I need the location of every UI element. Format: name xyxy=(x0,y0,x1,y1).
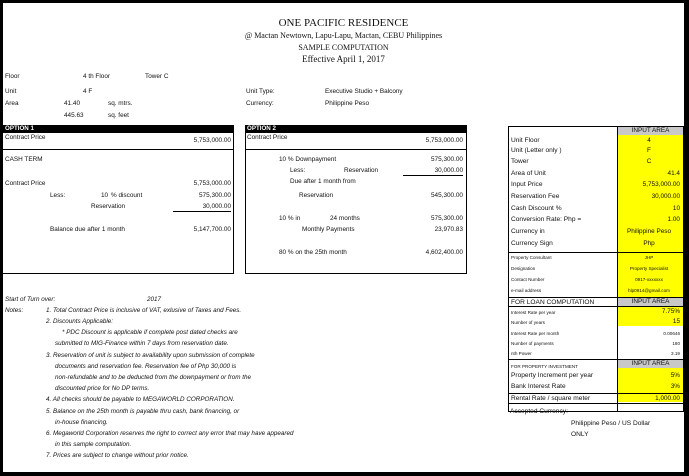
computation-subtitle: SAMPLE COMPUTATION xyxy=(298,43,389,52)
opt1-discount-pct: 10 xyxy=(101,192,109,199)
floor-value: 4 th Floor xyxy=(83,73,110,80)
bank-interest-label: Bank Interest Rate xyxy=(511,383,566,390)
input-label-currency-sign: Currency Sign xyxy=(511,240,553,247)
area-sqm: 41.40 xyxy=(64,100,80,107)
floor-label: Floor xyxy=(5,73,20,80)
property-increment-value[interactable]: 5% xyxy=(670,372,680,379)
input-currency[interactable]: Philippine Peso xyxy=(626,228,672,235)
note-line: documents and reservation fee. Reservation fee of Php 30,000 is xyxy=(55,363,237,370)
divider xyxy=(509,393,683,394)
note-line: 1. Total Contract Price is inclusive of VAT, exlusive of Taxes and Fees. xyxy=(46,307,242,314)
input-label-price: Input Price xyxy=(511,181,543,188)
opt1-balance-label: Balance due after 1 month xyxy=(50,226,125,233)
note-line: discounted price for No DP terms. xyxy=(55,385,150,392)
opt2-on-label: 80 % on the 25th month xyxy=(279,249,347,256)
input-label-tower: Tower xyxy=(511,158,529,165)
input-label-reservation-fee: Reservation Fee xyxy=(511,193,560,200)
monthly-rate-value: 0.00646 xyxy=(663,331,680,336)
tower-value: Tower C xyxy=(145,73,169,80)
project-title: ONE PACIFIC RESIDENCE xyxy=(278,17,409,29)
input-reservation-fee[interactable]: 30,000.00 xyxy=(651,193,680,200)
consultant-label: Property Consultant xyxy=(511,255,552,260)
rental-rate-value[interactable]: 1,000.00 xyxy=(655,395,680,402)
number-of-years-value[interactable]: 15 xyxy=(672,318,680,325)
opt1-reservation-label: Reservation xyxy=(91,203,126,210)
rental-rate-label: Rental Rate / square meter xyxy=(511,395,591,402)
note-line: 7. Prices are subject to change without prior notice. xyxy=(46,452,189,459)
consultant-value[interactable]: JHP xyxy=(644,255,654,260)
effective-date: Effective April 1, 2017 xyxy=(302,54,385,64)
area-sqft: 445.63 xyxy=(64,112,84,119)
opt2-less-label: Less: xyxy=(290,167,306,174)
input-unit-floor[interactable]: 4 xyxy=(647,137,651,144)
note-line: 6. Megaworld Corporation reserves the right to correct any error that may have appeared xyxy=(46,430,294,437)
start-turnover-value: 2017 xyxy=(147,296,162,303)
nth-power-label: nth Power xyxy=(511,351,532,356)
input-label-conversion-rate: Conversion Rate: Php = xyxy=(511,216,582,223)
divider xyxy=(245,273,467,274)
input-currency-sign[interactable]: Php xyxy=(643,240,655,247)
divider xyxy=(3,132,234,133)
spreadsheet-page xyxy=(3,3,684,472)
input-area-header: INPUT AREA xyxy=(618,127,683,135)
note-line: non-refundable and to be deducted from the downpayment or from the xyxy=(55,374,252,381)
unit-type-value: Executive Studio + Balcony xyxy=(325,88,403,95)
opt1-balance-amount: 5,147,700.00 xyxy=(193,226,231,233)
contact-number-value[interactable]: 0917-xxxxxxx xyxy=(635,277,663,282)
monthly-rate-label: Interest Rate per month xyxy=(511,331,560,336)
opt2-contract-price-label: Contract Price xyxy=(247,134,288,141)
opt2-monthly-label: Monthly Payments xyxy=(302,226,355,233)
input-unit-letter[interactable]: F xyxy=(647,147,651,154)
notes-label: Notes: xyxy=(5,307,24,314)
opt2-monthly-amount: 23,970.83 xyxy=(434,226,463,233)
unit-value: 4 F xyxy=(83,88,93,95)
currency-label: Currency: xyxy=(246,100,274,107)
opt2-due-amount: 545,300.00 xyxy=(431,192,463,199)
input-area-of-unit[interactable]: 41.4 xyxy=(667,170,680,177)
project-address: @ Mactan Newtown, Lapu-Lapu, Mactan, CEBU Philippines xyxy=(244,31,443,40)
currency-value: Philippine Peso xyxy=(325,100,370,107)
opt2-reservation-label: Reservation xyxy=(344,167,379,174)
number-of-years-label: Number of years xyxy=(511,320,545,325)
divider xyxy=(245,149,467,150)
note-line: * PDC Discount is applicable if complete post dated checks are xyxy=(62,329,238,336)
area-label: Area xyxy=(5,100,19,107)
divider xyxy=(509,403,683,404)
divider xyxy=(233,125,234,274)
divider xyxy=(466,125,467,274)
sqft-unit: sq. feet xyxy=(108,112,129,119)
input-conversion-rate[interactable]: 1.00 xyxy=(667,216,680,223)
opt2-months-label: 24 months xyxy=(330,215,360,222)
property-increment-label: Property Increment per year xyxy=(511,372,594,379)
opt2-on-amount: 4,602,400.00 xyxy=(425,249,463,256)
opt1-contract-price-label: Contract Price xyxy=(5,134,46,141)
interest-rate-label: Interest Rate per year xyxy=(511,310,556,315)
input-cash-discount[interactable]: 10 xyxy=(672,205,680,212)
opt1-contract-price-2: 5,753,000.00 xyxy=(193,180,231,187)
loan-section-title: FOR LOAN COMPUTATION xyxy=(511,299,595,306)
note-line: in this sample computation. xyxy=(55,441,132,448)
note-line: 4. All checks should be payable to MEGAWORLD CORPORATION. xyxy=(46,396,235,403)
opt2-downpayment-label: 10 % Downpayment xyxy=(279,156,337,163)
opt2-reservation-amount: 30,000.00 xyxy=(403,167,463,176)
opt1-contract-price-label-2: Contract Price xyxy=(5,180,46,187)
unit-label: Unit xyxy=(5,88,17,95)
investment-section-title: FOR PROPERTY INVESTMENT xyxy=(511,364,578,369)
accepted-currency-only: ONLY xyxy=(571,431,589,438)
note-line: submitted to MIG-Finance within 7 days from reservation date. xyxy=(55,340,229,347)
input-area-panel xyxy=(508,126,684,412)
opt1-discount-label: % discount xyxy=(111,192,143,199)
opt1-less-label: Less: xyxy=(50,192,66,199)
sqm-unit: sq. mtrs. xyxy=(108,100,133,107)
opt2-in-amount: 575,300.00 xyxy=(431,215,463,222)
opt1-reservation-amount: 30,000.00 xyxy=(173,203,231,212)
input-label-currency: Currency in xyxy=(511,228,545,235)
note-line: 5. Balance on the 25th month is payable thru cash, bank financing, or xyxy=(46,408,240,415)
designation-value[interactable]: Property Specialist xyxy=(629,266,669,271)
cash-term-label: CASH TERM xyxy=(5,156,43,163)
divider xyxy=(245,125,246,274)
payments-label: Number of payments xyxy=(511,341,554,346)
investment-input-header: INPUT AREA xyxy=(618,360,683,368)
opt2-due-reservation: Reservation xyxy=(299,192,334,199)
email-label: e-mail address xyxy=(511,288,542,293)
interest-rate-value[interactable]: 7.75% xyxy=(661,308,680,315)
nth-power-value: 3.19 xyxy=(671,351,680,356)
input-price[interactable]: 5,753,000.00 xyxy=(642,181,680,188)
opt2-due-label: Due after 1 month from xyxy=(290,178,356,185)
opt2-downpayment-amount: 575,300.00 xyxy=(431,156,463,163)
start-turnover-label: Start of Turn over: xyxy=(5,296,56,303)
unit-type-label: Unit Type: xyxy=(246,88,275,95)
option-1-header: OPTION 1 xyxy=(3,125,234,132)
opt1-discount-amount: 575,300.00 xyxy=(199,192,231,199)
input-label-area: Area of Unit xyxy=(511,170,546,177)
designation-label: Designation xyxy=(511,266,536,271)
divider xyxy=(3,273,234,274)
loan-input-header: INPUT AREA xyxy=(618,298,683,306)
email-value[interactable]: hlp0914@gmail.com xyxy=(628,288,670,293)
accepted-currency-value: Philippine Peso / US Dollar xyxy=(571,420,651,427)
note-line: 3. Reservation of unit is subject to availability upon submission of complete xyxy=(46,352,255,359)
input-label-cash-discount: Cash Discount % xyxy=(511,205,562,212)
note-line: 2. Discounts Applicable: xyxy=(46,318,113,325)
divider xyxy=(245,132,467,133)
input-label-unit-letter: Unit (Letter only ) xyxy=(511,147,562,154)
divider xyxy=(3,149,234,150)
accepted-currency-label: Accepted Currency: xyxy=(510,408,568,415)
input-tower[interactable]: C xyxy=(646,158,652,165)
note-line: in-house financing. xyxy=(55,419,108,426)
input-label-unit-floor: Unit Floor xyxy=(511,137,540,144)
bank-interest-value[interactable]: 3% xyxy=(670,383,680,390)
opt2-contract-price: 5,753,000.00 xyxy=(425,137,463,144)
opt2-in-label: 10 % in xyxy=(279,215,301,222)
contact-number-label: Contact Number xyxy=(511,277,545,282)
opt1-contract-price: 5,753,000.00 xyxy=(193,137,231,144)
payments-value: 180 xyxy=(672,341,680,346)
option-2-header: OPTION 2 xyxy=(245,125,467,132)
